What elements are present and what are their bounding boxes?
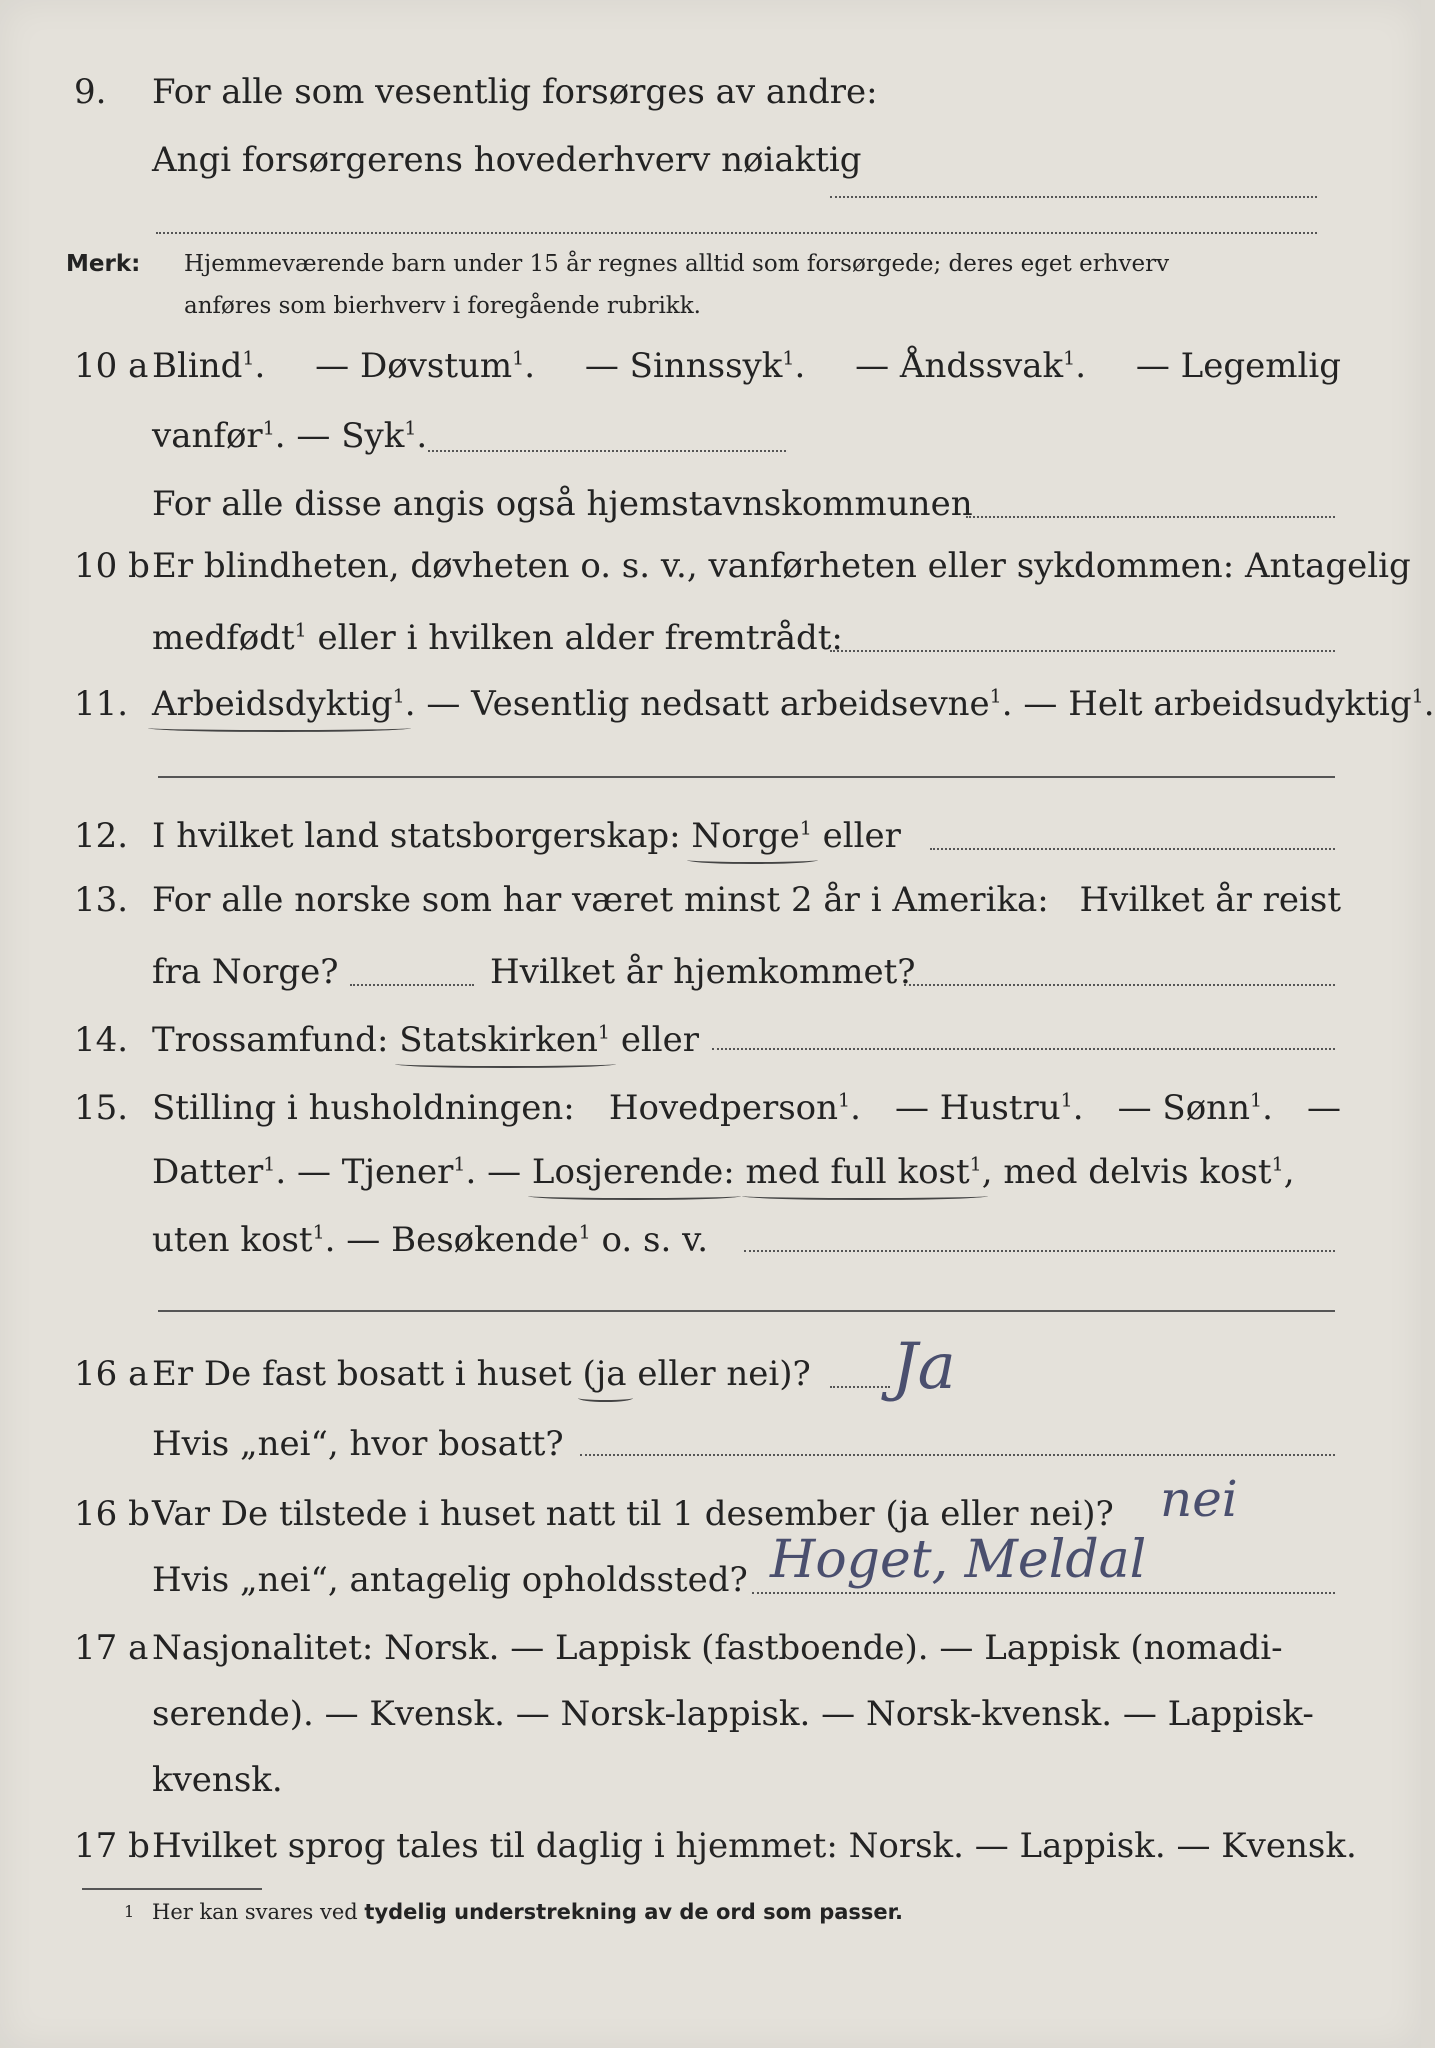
q10a-opt-blind[interactable]: Blind$^1$. — [152, 346, 266, 386]
q17a-number: 17 a — [74, 1628, 149, 1668]
q15-opt-losjerende[interactable]: Losjerende: — [531, 1152, 735, 1192]
q15-opt-delvis-kost[interactable]: , med delvis kost$^1$ — [981, 1152, 1284, 1192]
q11-number: 11. — [74, 684, 129, 724]
q10a-syk-field[interactable] — [428, 450, 786, 452]
q15-opt-full-kost[interactable]: med full kost$^1$ — [745, 1152, 982, 1192]
q15-options-1: Stilling i husholdningen: Hovedperson$^1$. — Hustru$^1$. — Sønn$^1$. — — [152, 1088, 1341, 1128]
q16a-opt-ja[interactable]: (ja — [582, 1354, 627, 1394]
q16b-handwritten-answer: nei — [1160, 1470, 1238, 1528]
q13-reist: fra Norge? — [152, 952, 339, 992]
q10a-opt-andssvak[interactable]: — Åndssvak$^1$. — [855, 346, 1087, 386]
q15-options-3: uten kost$^1$. — Besøkende$^1$ o. s. v. — [152, 1220, 709, 1260]
q10a-opt-syk[interactable]: — Syk$^1$. — [296, 416, 428, 456]
section-divider-1 — [158, 776, 1335, 778]
q14-field[interactable] — [712, 1048, 1335, 1050]
footnote-mark: 1 — [124, 1902, 135, 1921]
q14-text: Trossamfund: Statskirken$^1$ eller — [152, 1020, 700, 1060]
q17a-text-2: serende). — Kvensk. — Norsk-lappisk. — Norsk-kvensk. — Lappisk- — [152, 1694, 1314, 1734]
q12-text: I hvilket land statsborgerskap: Norge$^1$ eller — [152, 816, 901, 856]
q10b-text: Er blindheten, døvheten o. s. v., vanførheten eller sykdommen: Antagelig — [152, 546, 1411, 586]
q9-answer-field-2[interactable] — [156, 232, 1317, 234]
q10a-options — [152, 346, 1341, 386]
q16a-bosatt: Hvis „nei“, hvor bosatt? — [152, 1424, 564, 1464]
q16a-number: 16 a — [74, 1354, 149, 1394]
q13-text: For alle norske som har været minst 2 år i Amerika: Hvilket år reist — [152, 880, 1341, 920]
q16a-bosatt-field[interactable] — [580, 1454, 1335, 1456]
section-divider-2 — [158, 1310, 1335, 1312]
q16b-text: Var De tilstede i huset natt til 1 desember (ja eller nei)? — [152, 1494, 1114, 1534]
q15-opt-hovedperson[interactable]: Hovedperson$^1$. — [608, 1088, 861, 1128]
q11-opt-udyktig[interactable]: — Helt arbeidsudyktig$^1$. — [1023, 684, 1435, 724]
q10a-opt-dovstum[interactable]: — Døvstum$^1$. — [315, 346, 536, 386]
footnote-rule — [82, 1888, 262, 1890]
q11-opt-arbeidsdyktig[interactable]: Arbeidsdyktig$^1$ — [152, 684, 405, 724]
q15-opt-besokende[interactable]: — Besøkende$^1$ — [346, 1220, 591, 1260]
q10a-opt-sinnssyk[interactable]: — Sinnssyk$^1$. — [584, 346, 806, 386]
q16b-number: 16 b — [74, 1494, 150, 1534]
q16b-opphold: Hvis „nei“, antagelig opholdssted? — [152, 1560, 748, 1600]
q10a-hjemstavn-field[interactable] — [966, 516, 1335, 518]
q14-opt-statskirken[interactable]: Statskirken$^1$ — [399, 1020, 610, 1060]
q12-number: 12. — [74, 816, 129, 856]
q16b-handwritten-place: Hoget, Meldal — [770, 1530, 1147, 1590]
q12-opt-norge[interactable]: Norge$^1$ — [691, 816, 812, 856]
q9-answer-field[interactable] — [830, 196, 1317, 198]
q10b-opt-medfodt[interactable]: medfødt$^1$ — [152, 618, 307, 658]
q14-number: 14. — [74, 1020, 129, 1060]
q17b-number: 17 b — [74, 1826, 150, 1866]
q11-opt-nedsatt[interactable]: — Vesentlig nedsatt arbeidsevne$^1$. — [426, 684, 1013, 724]
q10a-opt-vanfor[interactable]: vanfør$^1$. — [152, 416, 286, 456]
q15-opt-hustru[interactable]: — Hustru$^1$. — [895, 1088, 1084, 1128]
q11-options: Arbeidsdyktig$^1$. — Vesentlig nedsatt arbeidsevne$^1$. — Helt arbeidsudyktig$^1$. — [152, 684, 1435, 724]
q10a-number: 10 a — [74, 346, 149, 386]
q16b-opphold-field[interactable] — [752, 1592, 1335, 1594]
q10b-line2-text: medfødt$^1$ eller i hvilken alder fremtrådt: — [152, 618, 843, 658]
q15-opt-datter[interactable]: Datter$^1$. — [152, 1152, 287, 1192]
q12-country-field[interactable] — [930, 848, 1335, 850]
q10a-opt-legemlig[interactable]: — Legemlig — [1135, 346, 1341, 386]
q16a-answer-field[interactable] — [830, 1386, 890, 1388]
q15-field[interactable] — [744, 1250, 1335, 1252]
q9-number: 9. — [74, 72, 107, 112]
q16a-handwritten-answer: Ja — [892, 1330, 956, 1404]
q10a-line2-text — [152, 416, 427, 456]
q15-opt-uten-kost[interactable]: uten kost$^1$. — [152, 1220, 336, 1260]
q9-question: Angi forsørgerens hovederhverv nøiaktig — [152, 140, 862, 180]
q9-text: For alle som vesentlig forsørges av andre: — [152, 72, 878, 112]
q15-opt-tjener[interactable]: — Tjener$^1$. — [296, 1152, 477, 1192]
q17a-text-3: kvensk. — [152, 1760, 283, 1800]
q15-options-2: Datter$^1$. — Tjener$^1$. — Losjerende: med full kost$^1$, med delvis kost$^1$, — [152, 1152, 1295, 1192]
q16a-text: Er De fast bosatt i huset (ja eller nei)? — [152, 1354, 811, 1394]
q13-hjemkommet: Hvilket år hjemkommet? — [490, 952, 916, 992]
note-text-1: Hjemmeværende barn under 15 år regnes alltid som forsørgede; deres eget erhverv — [184, 251, 1170, 277]
note-text-2: anføres som bierhverv i foregående rubrikk. — [184, 293, 701, 319]
q10b-number: 10 b — [74, 546, 150, 586]
note-label: Merk: — [66, 251, 141, 277]
q10b-age-field[interactable] — [830, 650, 1335, 652]
q13-hjemkommet-field[interactable] — [904, 984, 1335, 986]
footnote-text: Her kan svares ved tydelig understrekning av de ord som passer. — [152, 1900, 904, 1924]
q15-opt-sonn[interactable]: — Sønn$^1$. — [1117, 1088, 1273, 1128]
q13-reist-field[interactable] — [350, 984, 474, 986]
q13-number: 13. — [74, 880, 129, 920]
q10a-hjemstavn: For alle disse angis også hjemstavnskommunen — [152, 484, 973, 524]
q15-number: 15. — [74, 1088, 129, 1128]
q17a-text-1: Nasjonalitet: Norsk. — Lappisk (fastboende). — Lappisk (nomadi- — [152, 1628, 1283, 1668]
q17b-text: Hvilket sprog tales til daglig i hjemmet: Norsk. — Lappisk. — Kvensk. — [152, 1826, 1357, 1866]
